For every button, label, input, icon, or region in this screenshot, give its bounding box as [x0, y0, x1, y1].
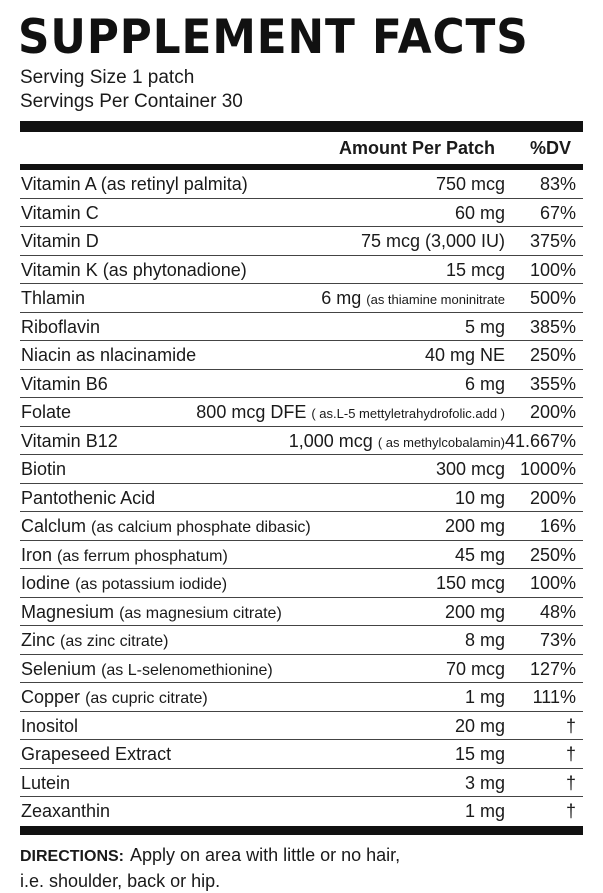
amount-per-patch: [455, 203, 505, 224]
amount-per-patch: [445, 516, 505, 537]
amount-per-patch: [436, 573, 505, 594]
table-row: [20, 427, 583, 456]
nutrient-label: Vitamin B12: [21, 430, 118, 451]
amount-value: 60 mg: [454, 202, 505, 223]
nutrient-name: [21, 288, 85, 309]
amount-value: 8 mg: [464, 630, 505, 650]
amount-value: 75 mcg (3,000 IU): [360, 231, 505, 251]
daily-value: 48%: [539, 601, 576, 622]
table-row: [20, 398, 583, 427]
nutrient-name: [21, 345, 196, 366]
amount-value: 70 mcg: [445, 658, 505, 679]
amount-per-patch: [465, 374, 505, 395]
amount-per-patch: [455, 488, 505, 509]
amount-value: 6 mg: [321, 288, 362, 308]
table-row: [20, 541, 583, 570]
daily-value: 385%: [529, 316, 576, 337]
directions-text-line2: i.e. shoulder, back or hip.: [20, 871, 221, 891]
nutrient-name: [21, 231, 99, 252]
directions: [20, 843, 580, 893]
table-row: [20, 170, 583, 199]
nutrient-name: [21, 602, 282, 623]
nutrient-source: (as potassium iodide): [75, 576, 228, 593]
daily-value: 200%: [529, 487, 576, 508]
nutrient-label: Calclum: [21, 516, 87, 536]
table-row: [20, 455, 583, 484]
daily-value: 250%: [529, 345, 576, 365]
daily-value: 127%: [529, 658, 576, 679]
amount-value: 1,000 mcg: [288, 430, 373, 451]
daily-value: 111%: [532, 687, 576, 707]
nutrient-label: Vitamin B6: [21, 373, 108, 394]
nutrient-name: [21, 203, 99, 224]
nutrient-name: [21, 801, 110, 822]
table-row: [20, 284, 583, 313]
nutrient-source: (as zinc citrate): [60, 633, 169, 650]
daily-value: †: [565, 715, 576, 736]
nutrient-name: [21, 174, 248, 195]
nutrient-name: [21, 659, 273, 680]
amount-value: 20 mg: [454, 715, 505, 736]
amount-column-header: Amount Per Patch: [338, 138, 495, 158]
nutrient-label: Copper: [21, 687, 81, 707]
nutrient-name: [21, 374, 108, 395]
servings-per-container: Servings Per Container 30: [20, 91, 243, 112]
nutrient-name: [21, 573, 227, 594]
nutrient-label: Lutein: [21, 772, 71, 793]
amount-value: 150 mcg: [435, 573, 505, 593]
amount-per-patch: [465, 317, 505, 338]
nutrient-name: [21, 744, 171, 765]
amount-value: 45 mg: [454, 544, 505, 565]
amount-per-patch: [455, 545, 505, 566]
table-row: [20, 341, 583, 370]
nutrient-label: Vitamin D: [21, 231, 99, 251]
nutrient-label: Iron: [21, 544, 53, 565]
nutrient-label: Niacin as nlacinamide: [21, 345, 197, 365]
table-row: [20, 740, 583, 769]
amount-per-patch: [289, 431, 505, 452]
nutrient-label: Vitamin A (as retinyl palmita): [21, 174, 248, 194]
amount-per-patch: [436, 459, 505, 480]
table-row: [20, 256, 583, 285]
table-row: [20, 227, 583, 256]
top-divider: [20, 121, 583, 132]
daily-value: 200%: [529, 402, 576, 422]
table-row: [20, 512, 583, 541]
amount-value: 200 mg: [444, 601, 505, 622]
nutrient-name: [21, 459, 66, 480]
table-header: [20, 132, 583, 164]
amount-value: 1 mg: [464, 687, 505, 707]
table-row: [20, 797, 583, 825]
nutrient-name: [21, 630, 169, 651]
page-title: SUPPLEMENT FACTS: [18, 10, 529, 65]
nutrient-name: [21, 545, 228, 566]
daily-value: 500%: [529, 288, 576, 308]
amount-value: 800 mcg DFE: [196, 402, 307, 422]
table-row: [20, 370, 583, 399]
nutrient-label: Thlamin: [21, 288, 86, 308]
amount-value: 15 mg: [454, 744, 505, 764]
nutrient-name: [21, 687, 208, 708]
nutrient-name: [21, 516, 311, 537]
nutrient-label: Selenium: [21, 658, 97, 679]
amount-value: 3 mg: [464, 772, 505, 793]
amount-value: 750 mcg: [435, 174, 505, 194]
daily-value: 100%: [529, 259, 576, 280]
amount-value: 200 mg: [444, 516, 505, 536]
nutrient-source: (as calcium phosphate dibasic): [91, 519, 311, 536]
nutrient-name: [21, 431, 118, 452]
nutrient-label: Folate: [21, 402, 72, 422]
amount-per-patch: [465, 773, 505, 794]
nutrient-name: [21, 260, 247, 281]
nutrient-source: (as ferrum phosphatum): [57, 547, 228, 565]
nutrient-label: Vitamin K (as phytonadione): [21, 259, 247, 280]
nutrient-label: Iodine: [21, 573, 71, 593]
amount-note: ( as methylcobalamin): [377, 434, 505, 450]
amount-per-patch: [446, 260, 505, 281]
daily-value: 73%: [539, 630, 576, 650]
nutrient-label: Grapeseed Extract: [21, 744, 172, 764]
daily-value: 250%: [529, 544, 576, 565]
nutrient-label: Pantothenic Acid: [21, 487, 156, 508]
amount-per-patch: [445, 602, 505, 623]
nutrient-name: [21, 402, 71, 423]
amount-per-patch: [196, 402, 505, 423]
amount-value: 15 mcg: [445, 259, 505, 280]
amount-note: ( as.L-5 mettyletrahydrofolic.add ): [311, 406, 505, 421]
amount-per-patch: [465, 687, 505, 708]
nutrient-source: (as L-selenomethionine): [101, 661, 273, 679]
daily-value: 67%: [539, 202, 576, 223]
daily-value: 83%: [539, 174, 576, 194]
table-row: [20, 626, 583, 655]
table-row: [20, 712, 583, 741]
table-row: [20, 569, 583, 598]
nutrient-source: (as cupric citrate): [85, 690, 208, 707]
bottom-divider: [20, 826, 583, 835]
amount-per-patch: [425, 345, 505, 366]
amount-per-patch: [465, 630, 505, 651]
amount-per-patch: [455, 744, 505, 765]
nutrient-source: (as magnesium citrate): [119, 604, 282, 622]
directions-text: Apply on area with little or no hair,: [130, 845, 401, 865]
amount-per-patch: [455, 716, 505, 737]
nutrient-label: Vitamin C: [21, 202, 99, 223]
amount-per-patch: [361, 231, 505, 252]
nutrient-name: [21, 488, 155, 509]
table-row: [20, 683, 583, 712]
amount-note: (as thiamine moninitrate: [366, 292, 505, 307]
nutrient-table: [20, 170, 583, 825]
serving-info: [20, 66, 243, 114]
table-row: [20, 598, 583, 627]
nutrient-label: Inositol: [21, 715, 79, 736]
nutrient-label: Zinc: [21, 630, 56, 650]
amount-value: 40 mg NE: [424, 345, 505, 365]
nutrient-label: Riboflavin: [21, 316, 101, 337]
nutrient-label: Biotin: [21, 459, 67, 479]
daily-value: †: [565, 801, 576, 821]
table-row: [20, 769, 583, 798]
amount-value: 5 mg: [464, 316, 505, 337]
serving-size: Serving Size 1 patch: [20, 67, 195, 88]
daily-value: †: [565, 744, 576, 764]
nutrient-name: [21, 773, 70, 794]
daily-value: 41.667%: [504, 430, 576, 451]
amount-per-patch: [446, 659, 505, 680]
nutrient-label: Magnesium: [21, 601, 115, 622]
amount-value: 6 mg: [464, 373, 505, 394]
table-row: [20, 655, 583, 684]
nutrient-name: [21, 716, 78, 737]
amount-value: 1 mg: [464, 801, 505, 821]
daily-value: †: [565, 772, 576, 793]
table-row: [20, 484, 583, 513]
directions-label: DIRECTIONS:: [20, 848, 124, 865]
amount-per-patch: [436, 174, 505, 195]
amount-per-patch: [465, 801, 505, 822]
daily-value: 100%: [529, 573, 576, 593]
nutrient-label: Zeaxanthin: [21, 801, 111, 821]
nutrient-name: [21, 317, 100, 338]
daily-value: 1000%: [519, 459, 576, 479]
amount-value: 10 mg: [454, 487, 505, 508]
daily-value: 355%: [529, 373, 576, 394]
daily-value: 16%: [539, 516, 576, 536]
daily-value: 375%: [529, 231, 576, 251]
amount-value: 300 mcg: [435, 459, 505, 479]
amount-per-patch: [321, 288, 505, 309]
table-row: [20, 199, 583, 228]
table-row: [20, 313, 583, 342]
dv-column-header: %DV: [529, 138, 571, 158]
